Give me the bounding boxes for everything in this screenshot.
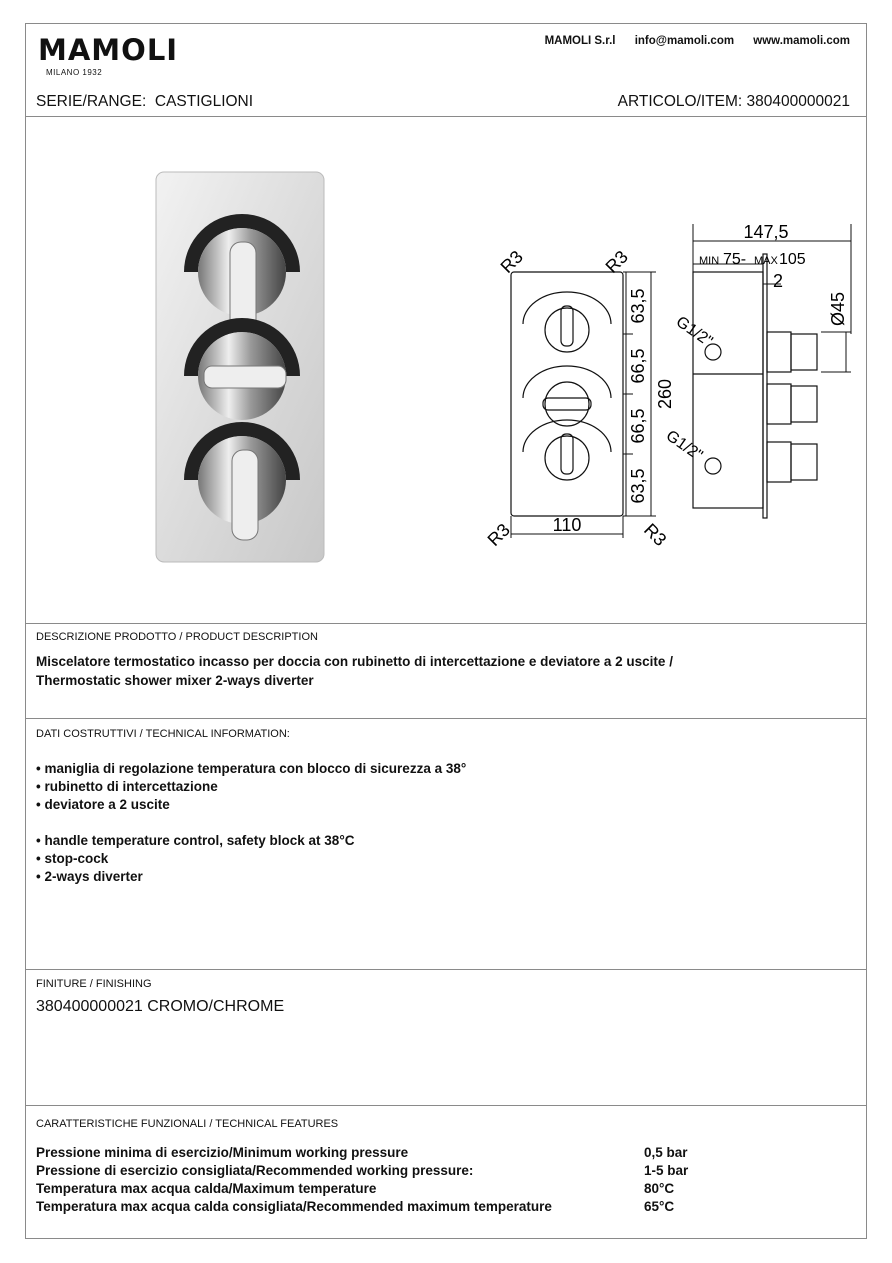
brand-subtitle: MILANO 1932 <box>46 68 103 77</box>
dim-row3: 66,5 <box>628 408 648 444</box>
divider <box>26 969 866 970</box>
finishing-title: FINITURE / FINISHING <box>36 978 152 990</box>
description-title: DESCRIZIONE PRODOTTO / PRODUCT DESCRIPTION <box>36 631 318 643</box>
dim-min-value: 75- <box>723 251 747 268</box>
list-item: • rubinetto di intercettazione <box>36 779 218 794</box>
series-label: SERIE/RANGE: <box>36 93 147 110</box>
product-photo <box>126 164 356 584</box>
feature-label: Temperatura max acqua calda consigliata/Recommended maximum temperature <box>36 1199 552 1214</box>
feature-value: 0,5 bar <box>644 1145 688 1160</box>
feature-label: Temperatura max acqua calda/Maximum temperature <box>36 1181 377 1196</box>
item-label: ARTICOLO/ITEM: <box>617 93 743 110</box>
dim-radius-bl: R3 <box>483 519 514 550</box>
technical-drawing <box>461 194 861 554</box>
list-item: • handle temperature control, safety block at 38°C <box>36 833 355 848</box>
dim-height: 260 <box>655 378 675 410</box>
dim-radius-tl: R3 <box>496 246 527 277</box>
contact-info <box>529 35 850 47</box>
feature-value: 1-5 bar <box>644 1163 689 1178</box>
technical-title: DATI COSTRUTTIVI / TECHNICAL INFORMATION: <box>36 728 290 740</box>
feature-label: Pressione di esercizio consigliata/Recommended working pressure: <box>36 1163 474 1178</box>
website-link[interactable]: www.mamoli.com <box>753 35 850 47</box>
dim-diameter: Ø45 <box>828 291 848 326</box>
dim-thread-top: G1/2" <box>672 313 716 351</box>
features-title: CARATTERISTICHE FUNZIONALI / TECHNICAL FEATURES <box>36 1118 339 1130</box>
list-item: • 2-ways diverter <box>36 869 143 884</box>
side-view <box>693 254 817 518</box>
list-item: • maniglia di regolazione temperatura con blocco di sicurezza a 38° <box>36 761 467 776</box>
table-row <box>36 1162 724 1180</box>
brand-logo: MAMOLI <box>38 33 179 67</box>
dim-row1: 63,5 <box>628 288 648 324</box>
dim-total-depth: 147,5 <box>743 222 789 242</box>
finishing-value: 380400000021 CROMO/CHROME <box>36 998 285 1015</box>
table-row <box>36 1144 724 1162</box>
dim-radius-br: R3 <box>640 519 671 550</box>
list-item: • deviatore a 2 uscite <box>36 797 170 812</box>
datasheet <box>25 23 867 1239</box>
divider <box>26 623 866 624</box>
dim-thread-bottom: G1/2" <box>662 427 706 465</box>
item-value: 380400000021 <box>746 93 850 110</box>
feature-value: 65°C <box>644 1199 675 1214</box>
email-link[interactable]: info@mamoli.com <box>634 35 735 47</box>
description-text <box>36 652 673 690</box>
dim-row4: 63,5 <box>628 468 648 504</box>
table-row <box>36 1198 724 1216</box>
technical-list-en <box>36 832 354 886</box>
divider <box>26 116 866 117</box>
features-table <box>36 1144 724 1216</box>
description-line-2: Thermostatic shower mixer 2-ways diverter <box>36 673 314 688</box>
front-view-handles <box>523 292 611 480</box>
description-line-1: Miscelatore termostatico incasso per doccia con rubinetto di intercettazione e deviatore a 2 uscite / <box>36 654 673 669</box>
dim-max-value: 105 <box>779 251 806 268</box>
company-name: MAMOLI S.r.l <box>544 35 616 47</box>
item-line <box>618 93 850 111</box>
feature-value: 80°C <box>644 1181 675 1196</box>
divider <box>26 1105 866 1106</box>
divider <box>26 718 866 719</box>
dim-row2: 66,5 <box>628 348 648 384</box>
list-item: • stop-cock <box>36 851 109 866</box>
series-value: CASTIGLIONI <box>154 93 254 110</box>
dim-min-label: MIN <box>699 255 720 267</box>
table-row <box>36 1180 724 1198</box>
series-line <box>36 93 253 111</box>
dim-max-label: MAX <box>754 255 778 267</box>
technical-list-it <box>36 760 466 814</box>
dim-radius-tr: R3 <box>601 246 632 277</box>
dim-plate-thickness: 2 <box>773 271 784 291</box>
feature-label: Pressione minima di esercizio/Minimum working pressure <box>36 1145 409 1160</box>
dim-width: 110 <box>552 515 582 535</box>
